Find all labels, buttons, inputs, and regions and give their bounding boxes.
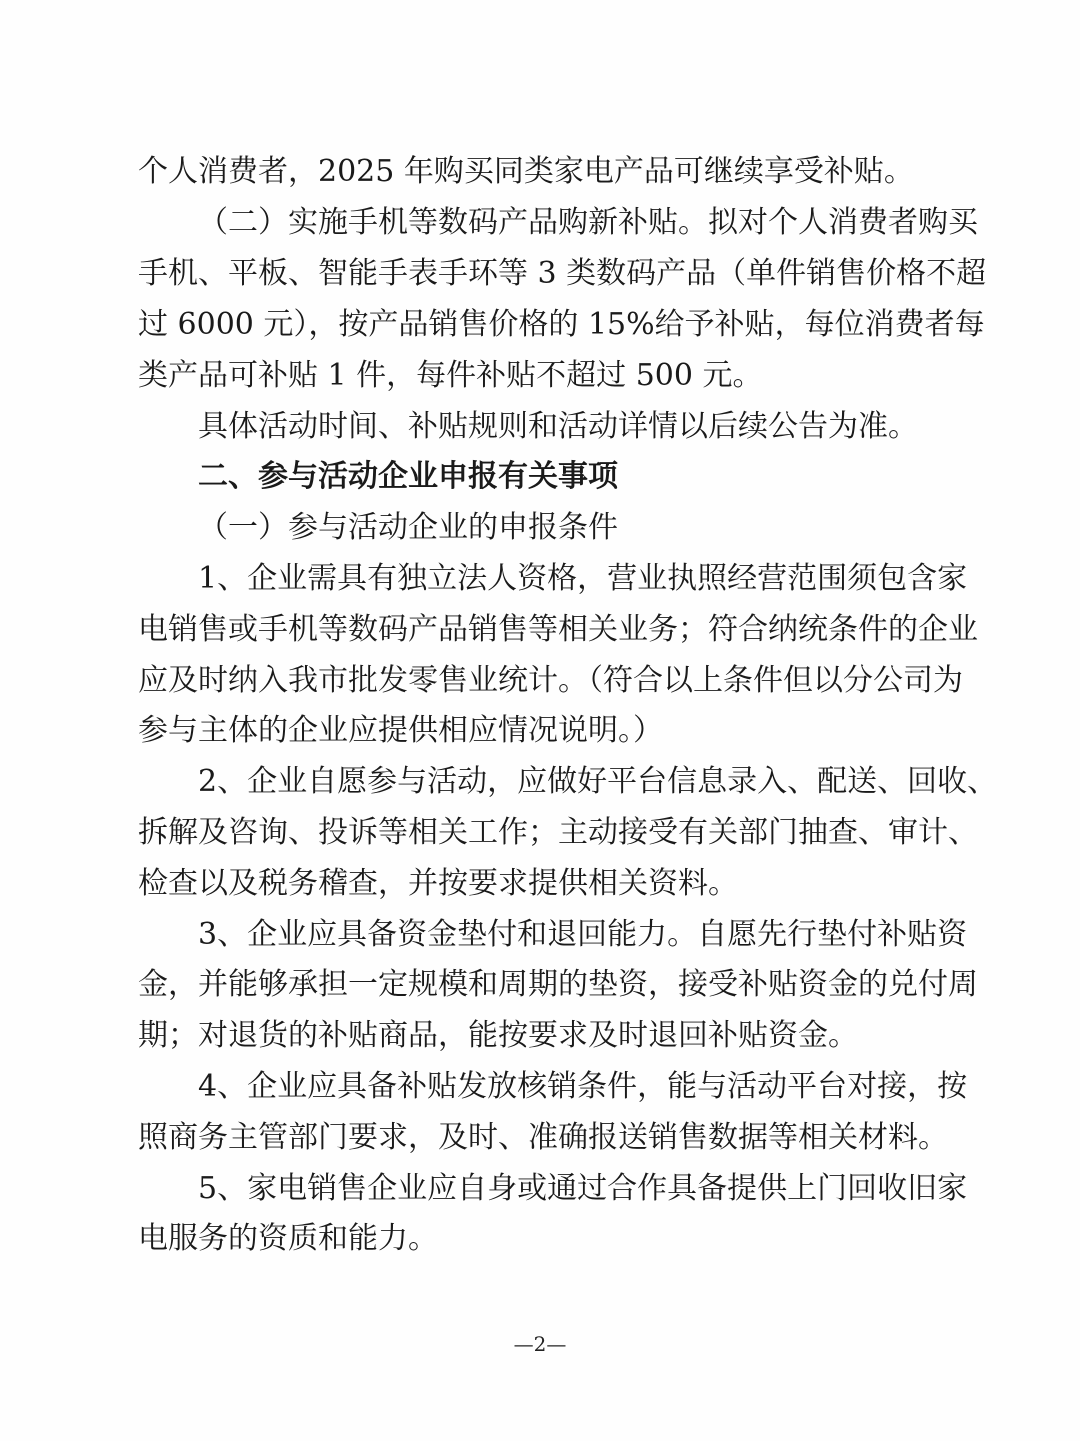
paragraph-line: 4、企业应具备补贴发放核销条件，能与活动平台对接，按 [198,1069,968,1104]
paragraph-line: 电销售或手机等数码产品销售等相关业务；符合纳统条件的企业 [138,612,978,647]
paragraph-line: 电服务的资质和能力。 [138,1221,438,1256]
paragraph-line: 照商务主管部门要求，及时、准确报送销售数据等相关材料。 [138,1120,948,1155]
paragraph-line: 过 6000 元），按产品销售价格的 15%给予补贴，每位消费者每 [138,307,985,342]
paragraph-line: 检查以及税务稽查，并按要求提供相关资料。 [138,866,738,901]
paragraph-line: （二）实施手机等数码产品购新补贴。拟对个人消费者购买 [198,205,978,240]
paragraph-line: 2、企业自愿参与活动，应做好平台信息录入、配送、回收、 [198,764,998,799]
paragraph-line: 参与主体的企业应提供相应情况说明。） [138,713,663,748]
section-heading: 二、参与活动企业申报有关事项 [198,459,618,494]
paragraph-line: 3、企业应具备资金垫付和退回能力。自愿先行垫付补贴资 [198,917,968,952]
paragraph-line: 类产品可补贴 1 件，每件补贴不超过 500 元。 [138,358,763,393]
paragraph-line: 应及时纳入我市批发零售业统计。（符合以上条件但以分公司为 [138,663,963,698]
paragraph-line: 金，并能够承担一定规模和周期的垫资，接受补贴资金的兑付周 [138,967,978,1002]
paragraph-line: 拆解及咨询、投诉等相关工作；主动接受有关部门抽查、审计、 [138,815,978,850]
page-number: —2— [513,1332,567,1356]
paragraph-line: 具体活动时间、补贴规则和活动详情以后续公告为准。 [198,409,918,444]
paragraph-line: 1、企业需具有独立法人资格，营业执照经营范围须包含家 [198,561,968,596]
paragraph-line: 5、家电销售企业应自身或通过合作具备提供上门回收旧家 [198,1171,968,1206]
paragraph-line: 个人消费者，2025 年购买同类家电产品可继续享受补贴。 [138,154,914,189]
subsection-heading: （一）参与活动企业的申报条件 [198,510,618,545]
paragraph-line: 期；对退货的补贴商品，能按要求及时退回补贴资金。 [138,1018,858,1053]
paragraph-line: 手机、平板、智能手表手环等 3 类数码产品（单件销售价格不超 [138,256,987,291]
